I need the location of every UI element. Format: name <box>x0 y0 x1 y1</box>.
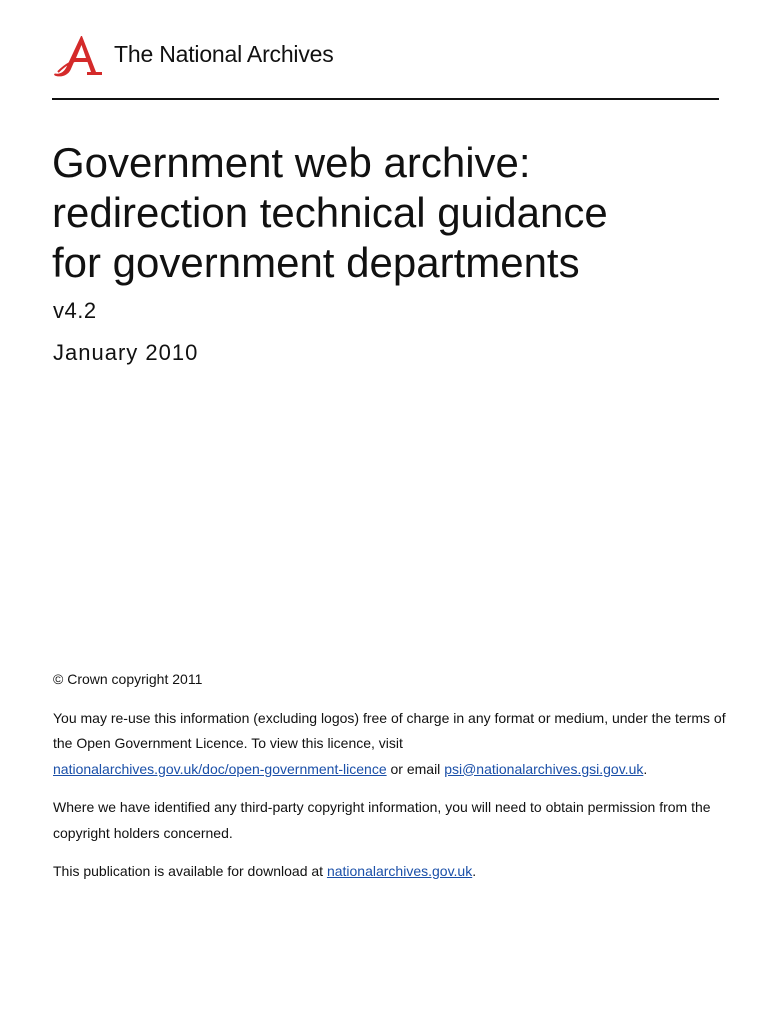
header-divider <box>52 98 719 100</box>
title-line: Government web archive: <box>52 139 531 186</box>
legal-notice <box>53 667 733 898</box>
or-email-text: or email <box>386 760 445 777</box>
reuse-text: You may re-use this information (excluding logos) free of charge in any format or medium, under the terms of the Open Government Licence. To view this licence, visit <box>53 709 726 751</box>
period: . <box>643 760 648 777</box>
national-archives-logo <box>52 34 334 78</box>
reuse-paragraph <box>53 706 733 783</box>
licence-link[interactable]: nationalarchives.gov.uk/doc/open-government-licence <box>53 760 387 777</box>
national-archives-a-icon <box>52 34 114 78</box>
download-paragraph <box>53 859 733 885</box>
download-link[interactable]: nationalarchives.gov.uk <box>326 863 473 879</box>
logo-text: The National Archives <box>114 41 334 67</box>
copyright-line: © Crown copyright 2011 <box>53 671 203 687</box>
download-text: This publication is available for download at <box>53 863 327 879</box>
document-title <box>52 138 732 288</box>
title-line: redirection technical guidance <box>52 189 608 236</box>
email-link[interactable]: psi@nationalarchives.gsi.gov.uk <box>444 760 644 777</box>
document-date: January 2010 <box>53 340 199 365</box>
third-party-paragraph: Where we have identified any third-party copyright information, you will need to obtain permission from the copyright holders concerned. <box>53 799 711 841</box>
document-version: v4.2 <box>53 298 97 323</box>
period: . <box>472 863 477 879</box>
title-line: for government departments <box>52 239 580 286</box>
